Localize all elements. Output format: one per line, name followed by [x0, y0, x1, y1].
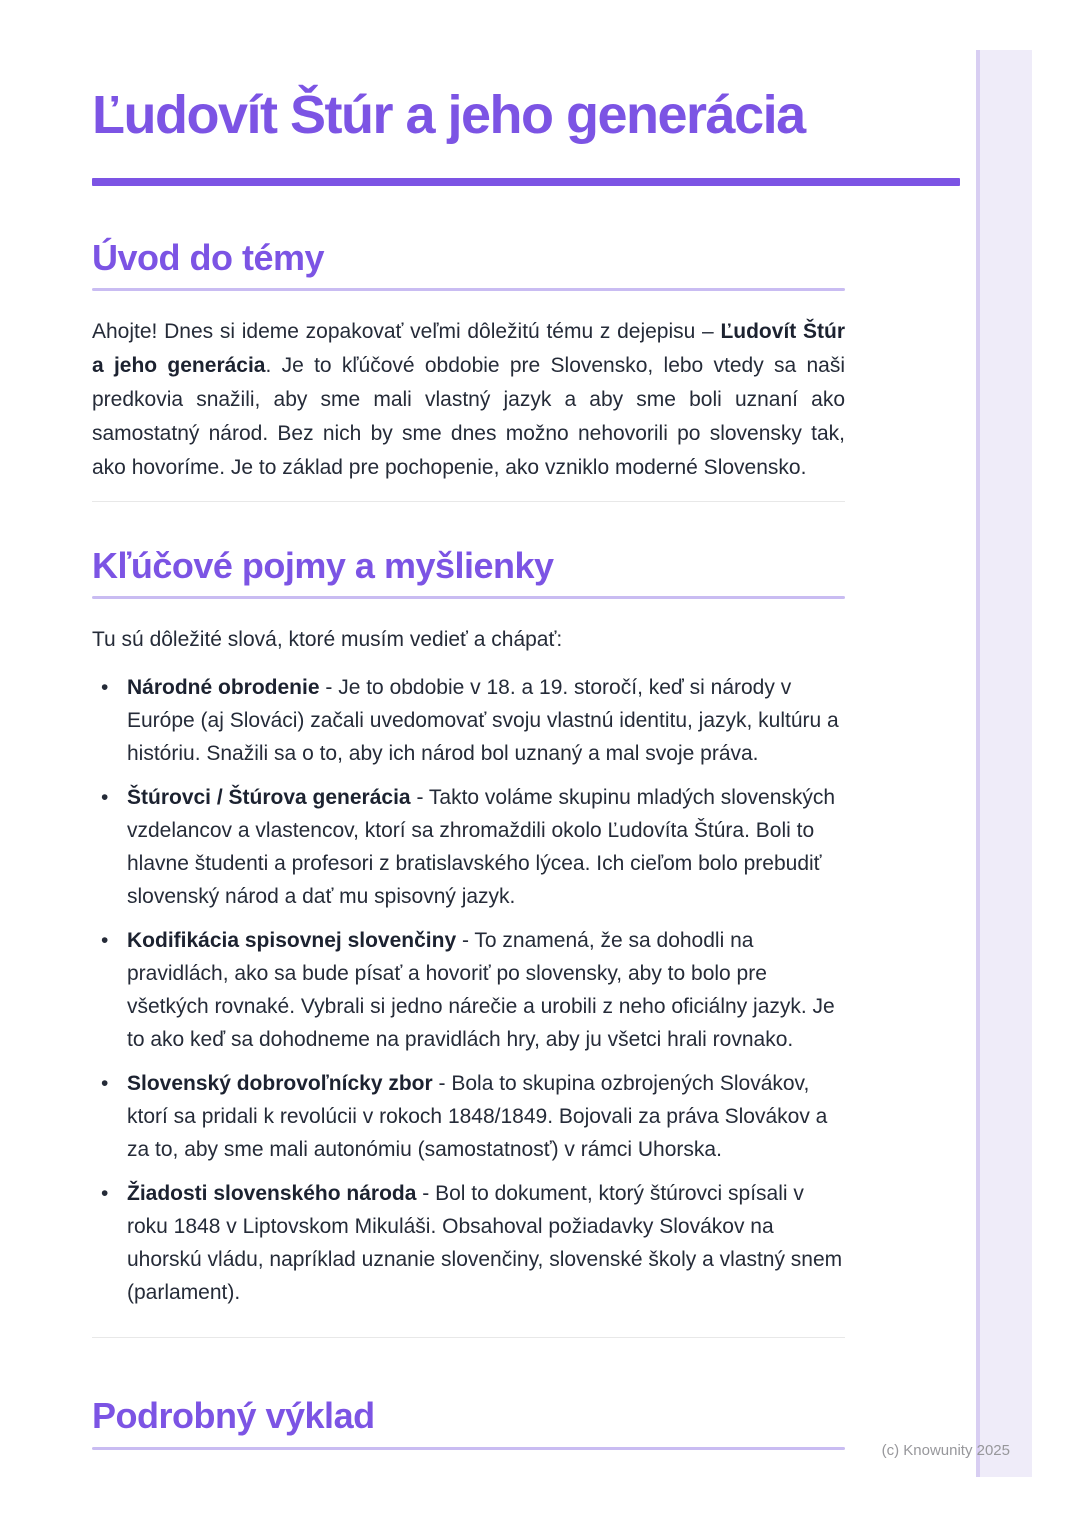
decorative-side-strip [976, 50, 1032, 1477]
term-label: Štúrovci / Štúrova generácia [127, 786, 411, 810]
bullet-icon [101, 1067, 108, 1100]
bullet-icon [101, 924, 108, 957]
term-description: - Bola to skupina ozbrojených Slovákov, ktorí sa pridali k revolúcii v rokoch 1848/1849. Bojovali za práva Slovákov a za to, aby sme mali autonómiu (samostatnosť) v rámci Uhorska. [127, 1072, 828, 1162]
section-heading-uvod: Úvod do témy [92, 237, 325, 279]
intro-text-post: . Je to kľúčové obdobie pre Slovensko, lebo vtedy sa naši predkovia snažili, aby sme mali vlastný jazyk a aby sme boli uznaní ako samostatný národ. Bez nich by sme dnes možno nehovorili po slovensky tak, ako hovoríme. Je to základ pre pochopenie, ako vzniklo moderné Slovensko. [92, 354, 846, 480]
document-content [92, 0, 845, 1450]
section-divider [92, 1337, 845, 1338]
title-underline [92, 178, 960, 186]
terms-list [92, 671, 845, 1309]
section-heading-pojmy: Kľúčové pojmy a myšlienky [92, 545, 554, 587]
intro-text-bold: Ľudovít Štúr a jeho generácia [92, 320, 845, 378]
page-title: Ľudovít Štúr a jeho generácia [92, 85, 805, 145]
list-item [92, 924, 845, 1056]
term-description: - To znamená, že sa dohodli na pravidlách, ako sa bude písať a hovoriť po slovensky, aby to bolo pre všetkých rovnaké. Vybrali si jedno nárečie a urobili z neho oficiálny jazyk. Je to ako keď sa dohodneme na pravidlách hry, aby ju všetci hrali rovnako. [127, 929, 835, 1052]
section-podrobny-vyklad [92, 1394, 845, 1449]
terms-lead-text: Tu sú dôležité slová, ktoré musím vedieť a chápať: [92, 628, 563, 652]
section-heading-vyklad: Podrobný výklad [92, 1395, 375, 1437]
term-label: Slovenský dobrovoľnícky zbor [127, 1072, 433, 1096]
term-description: - Je to obdobie v 18. a 19. storočí, keď si národy v Európe (aj Slováci) začali uvedomovať svoju vlastnú identitu, jazyk, kultúru a históriu. Snažili sa o to, aby ich národ bol uznaný a mal svoje práva. [127, 676, 839, 766]
section-underline [92, 288, 845, 291]
list-item [92, 1177, 845, 1309]
section-divider [92, 501, 845, 502]
intro-paragraph [92, 315, 845, 485]
term-description: - Bol to dokument, ktorý štúrovci spísali v roku 1848 v Liptovskom Mikuláši. Obsahoval požiadavky Slovákov na uhorskú vládu, napríklad uznanie slovenčiny, slovenské školy a vlastný snem (parlament). [127, 1182, 843, 1305]
term-description: - Takto voláme skupinu mladých slovenských vzdelancov a vlastencov, ktorí sa zhromaždili okolo Ľudovíta Štúra. Boli to hlavne študenti a profesori z bratislavského lýcea. Ich cieľom bolo prebudiť slovenský národ a dať mu spisovný jazyk. [127, 786, 836, 909]
term-label: Kodifikácia spisovnej slovenčiny [127, 929, 457, 953]
section-underline [92, 596, 845, 599]
section-underline [92, 1447, 845, 1450]
term-label: Žiadosti slovenského národa [127, 1182, 417, 1206]
section-klucove-pojmy [92, 544, 845, 1309]
term-label: Národné obrodenie [127, 676, 320, 700]
intro-text-pre: Ahojte! Dnes si ideme zopakovať veľmi dôležitú tému z dejepisu – [92, 320, 721, 344]
bullet-icon [101, 1177, 108, 1210]
bullet-icon [101, 671, 108, 704]
copyright-notice: (c) Knowunity 2025 [881, 1442, 1010, 1459]
section-uvod-do-temy [92, 236, 845, 485]
bullet-icon [101, 781, 108, 814]
list-item [92, 1067, 845, 1166]
list-item [92, 671, 845, 770]
list-item [92, 781, 845, 913]
